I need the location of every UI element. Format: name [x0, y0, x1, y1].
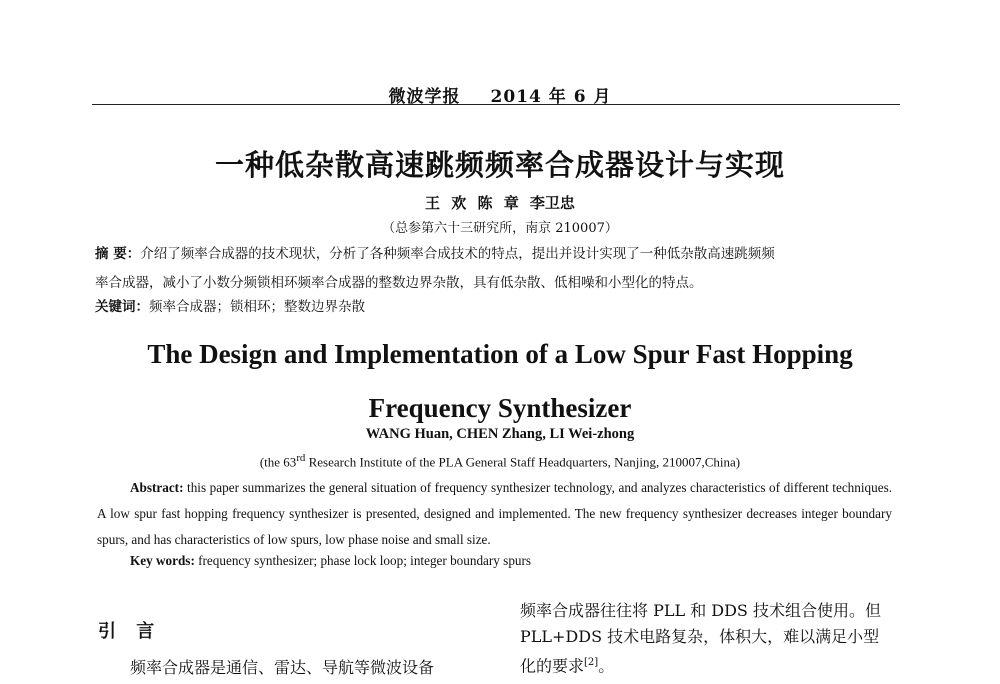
english-keywords-text: frequency synthesizer; phase lock loop; integer boundary spurs [198, 553, 532, 568]
english-title-line-1: The Design and Implementation of a Low Spur Fast Hopping [147, 339, 853, 369]
chinese-title: 一种低杂散高速跳频频率合成器设计与实现 [214, 148, 785, 182]
chinese-abstract-line-1: 介绍了频率合成器的技术现状，分析了各种频率合成技术的特点，提出并设计实现了一种低杂散高速跳频频 [140, 246, 775, 262]
english-authors: WANG Huan, CHEN Zhang, LI Wei-zhong [365, 426, 635, 442]
english-affiliation-post: Research Institute of the PLA General Staff Headquarters, Nanjing, 210007,China) [305, 454, 741, 470]
header-rule [92, 104, 900, 105]
english-keywords [130, 553, 890, 569]
right-column-line-3-text: 化的要求 [520, 656, 585, 676]
chinese-keywords [95, 297, 907, 317]
chinese-abstract-label: 摘 要： [95, 246, 141, 262]
chinese-keywords-label: 关键词： [95, 299, 149, 315]
english-affiliation-ordinal: rd [296, 452, 306, 464]
section-heading-introduction: 引 言 [98, 621, 155, 642]
right-column-line-2: PLL+DDS 技术电路复杂，体积大，难以满足小型 [520, 627, 880, 646]
chinese-keywords-text: 频率合成器；锁相环；整数边界杂散 [149, 299, 365, 315]
issue-date: 2014 年 6 月 [490, 87, 612, 107]
chinese-authors: 王 欢 陈 章 李卫忠 [425, 194, 575, 212]
right-column-text [520, 598, 908, 679]
english-title-line-2: Frequency Synthesizer [368, 393, 632, 423]
journal-name: 微波学报 [388, 87, 461, 107]
chinese-abstract-line-2: 率合成器，减小了小数分频锁相环频率合成器的整数边界杂散，具有低杂散、低相噪和小型化的特点。 [95, 275, 703, 291]
english-affiliation-pre: (the 63 [259, 454, 297, 470]
right-column-line-1: 频率合成器往往将 PLL 和 DDS 技术组合使用。但 [520, 601, 881, 620]
chinese-affiliation: （总参第六十三研究所，南京 210007） [382, 221, 618, 236]
english-abstract-text: this paper summarizes the general situation of frequency synthesizer technology, and analyzes characteristics of different techniques. A low spur fast hopping frequency synthesizer is presented, designed and implemented. The new frequency synthesizer decreases integer boundary spurs, and has characteristics of low spurs, low phase noise and small size. [97, 480, 893, 547]
english-abstract-label: Abstract: [130, 480, 184, 495]
english-affiliation [0, 452, 1000, 470]
right-column-line-3-end: 。 [598, 656, 615, 676]
left-column-text: 频率合成器是通信、雷达、导航等微波设备 [130, 658, 435, 677]
right-column-line-3 [520, 650, 908, 679]
english-title [0, 327, 1000, 435]
chinese-abstract [95, 240, 907, 298]
english-keywords-label: Key words: [130, 553, 195, 568]
english-abstract [97, 475, 892, 553]
citation-ref: [2] [584, 657, 599, 668]
